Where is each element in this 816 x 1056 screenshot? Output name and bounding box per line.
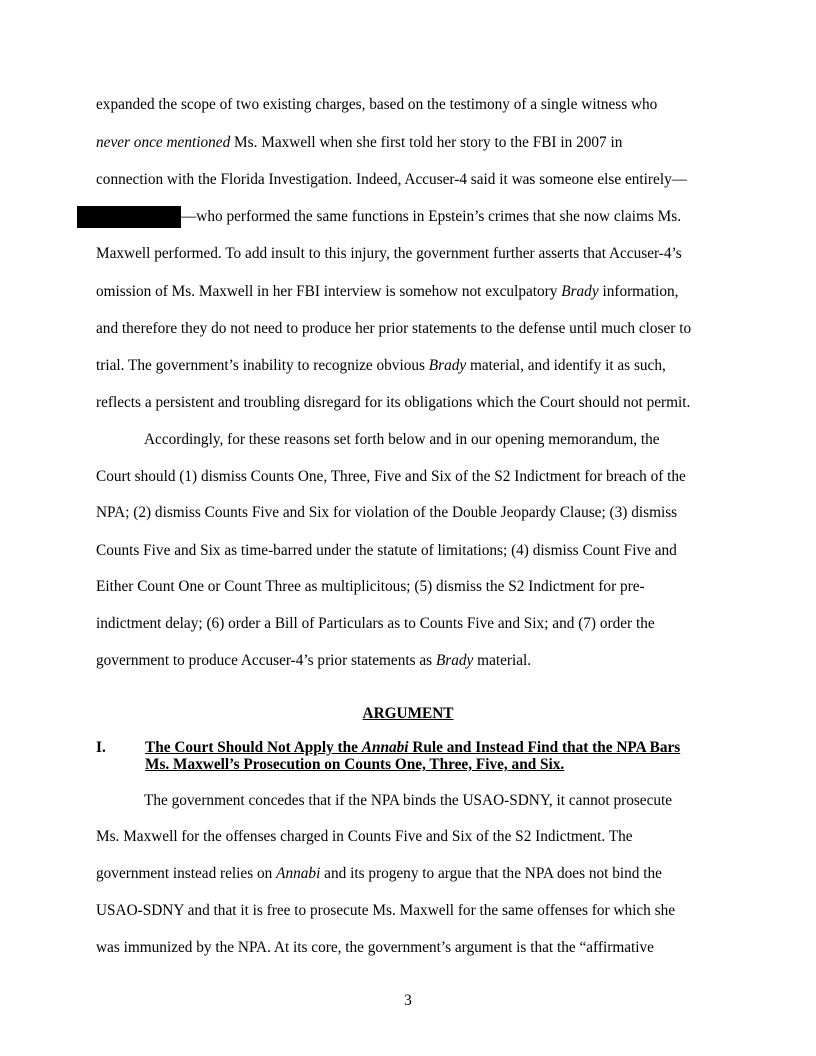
body-line: Either Count One or Count Three as multiplicitous; (5) dismiss the S2 Indictment for pre- xyxy=(96,578,645,595)
body-line: reflects a persistent and troubling disregard for its obligations which the Court should not permit. xyxy=(96,394,691,411)
redaction-box xyxy=(77,206,181,228)
italic-text: Annabi xyxy=(276,865,321,882)
body-line: and therefore they do not need to produce her prior statements to the defense until much closer to xyxy=(96,320,692,337)
text-run: government instead relies on xyxy=(96,865,277,882)
body-line: Accordingly, for these reasons set forth below and in our opening memorandum, the xyxy=(144,431,660,448)
body-line: connection with the Florida Investigation. Indeed, Accuser-4 said it was someone else entirely— xyxy=(96,171,688,188)
body-line: Counts Five and Six as time-barred under the statute of limitations; (4) dismiss Count Five and xyxy=(96,542,677,559)
body-line: NPA; (2) dismiss Counts Five and Six for violation of the Double Jeopardy Clause; (3) dismiss xyxy=(96,504,678,521)
body-line: Court should (1) dismiss Counts One, Three, Five and Six of the S2 Indictment for breach of the xyxy=(96,468,686,485)
body-line xyxy=(96,356,666,376)
page-number: 3 xyxy=(404,992,412,1009)
body-line: indictment delay; (6) order a Bill of Particulars as to Counts Five and Six; and (7) order the xyxy=(96,615,655,632)
body-line xyxy=(96,282,679,302)
italic-text: Brady xyxy=(435,652,474,669)
italic-text: Brady xyxy=(561,283,599,300)
body-line: USAO-SDNY and that it is free to prosecute Ms. Maxwell for the same offenses for which she xyxy=(96,902,676,919)
section-number: I. xyxy=(96,739,106,756)
body-line: was immunized by the NPA. At its core, the government’s argument is that the “affirmative xyxy=(96,939,654,956)
text-run: Ms. Maxwell when she first told her story to the FBI in 2007 in xyxy=(230,134,623,151)
text-run: omission of Ms. Maxwell in her FBI interview is somehow not exculpatory xyxy=(96,283,562,300)
body-line: Ms. Maxwell for the offenses charged in Counts Five and Six of the S2 Indictment. The xyxy=(96,828,633,845)
italic-text: Annabi xyxy=(361,739,409,756)
italic-text: Brady xyxy=(428,357,467,374)
body-line: expanded the scope of two existing charges, based on the testimony of a single witness who xyxy=(96,96,658,113)
body-line: Maxwell performed. To add insult to this injury, the government further asserts that Accuser-4’s xyxy=(96,245,682,262)
text-run: information, xyxy=(598,283,679,300)
section-title-line: Ms. Maxwell’s Prosecution on Counts One, Three, Five, and Six. xyxy=(145,756,565,773)
text-run: material, and identify it as such, xyxy=(466,357,666,374)
italic-text: never once mentioned xyxy=(96,134,231,151)
text-run: government to produce Accuser-4’s prior statements as xyxy=(96,652,436,669)
body-line xyxy=(96,133,622,153)
section-heading: ARGUMENT xyxy=(362,705,454,722)
text-run: The Court Should Not Apply the xyxy=(145,739,362,756)
body-line: The government concedes that if the NPA binds the USAO-SDNY, it cannot prosecute xyxy=(144,792,673,809)
body-line xyxy=(96,651,531,671)
text-run: material. xyxy=(473,652,532,669)
body-line xyxy=(96,864,662,884)
text-run: and its progeny to argue that the NPA does not bind the xyxy=(320,865,662,882)
text-run: Rule and Instead Find that the NPA Bars xyxy=(408,739,681,756)
text-run: trial. The government’s inability to recognize obvious xyxy=(96,357,429,374)
body-line: —who performed the same functions in Epstein’s crimes that she now claims Ms. xyxy=(181,208,682,225)
